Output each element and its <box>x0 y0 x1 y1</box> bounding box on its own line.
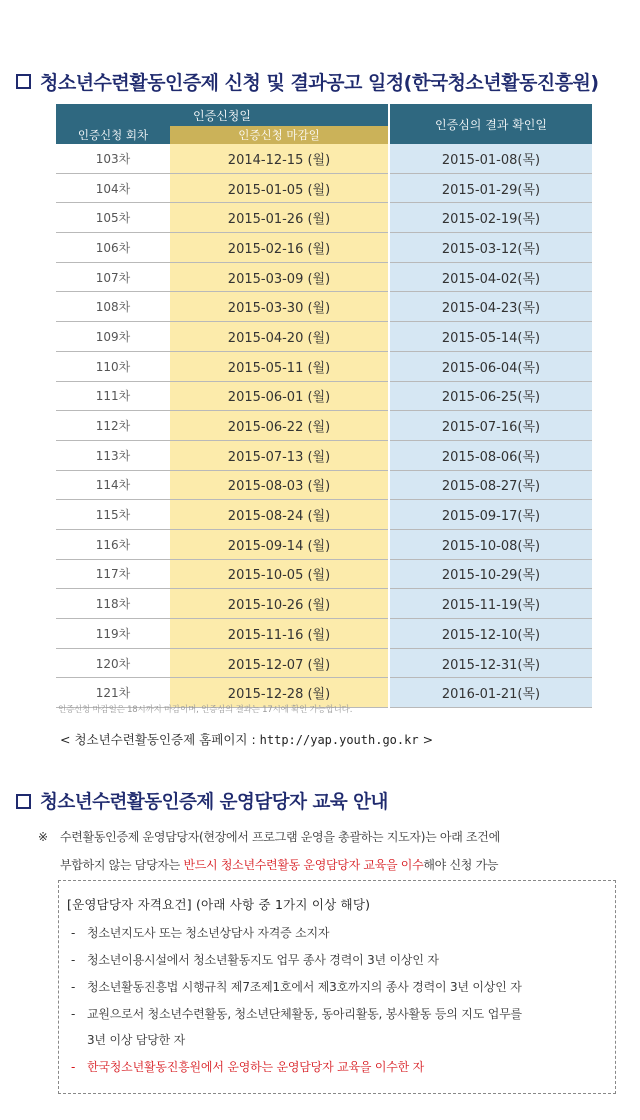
qualification-text: 교원으로서 청소년수련활동, 청소년단체활동, 동아리활동, 봉사활동 등의 지도 업무를 <box>87 1007 522 1021</box>
deadline-cell: 2014-12-15 (월) <box>170 144 389 173</box>
result-cell: 2015-08-27(목) <box>389 470 592 500</box>
notice-text: 부합하지 않는 담당자는 <box>60 858 184 872</box>
dash-bullet: - <box>71 1007 76 1021</box>
result-cell: 2015-10-08(목) <box>389 529 592 559</box>
group-header-apply-date: 인증신청일 <box>56 104 389 126</box>
notice-highlight: 반드시 청소년수련활동 운영담당자 교육을 이수 <box>183 858 424 872</box>
table-row <box>56 648 592 678</box>
table-row <box>56 559 592 589</box>
table-row <box>56 411 592 441</box>
qualification-text: 청소년지도사 또는 청소년상담사 자격증 소지자 <box>87 926 330 940</box>
dash-bullet: - <box>71 1060 76 1074</box>
table-row <box>56 322 592 352</box>
column-header-round: 인증신청 회차 <box>56 126 170 144</box>
round-cell: 105차 <box>56 203 170 233</box>
round-cell: 104차 <box>56 173 170 203</box>
schedule-body <box>56 144 592 708</box>
section-title-text: 청소년수련활동인증제 신청 및 결과공고 일정(한국청소년활동진흥원) <box>40 72 599 94</box>
deadline-cell: 2015-04-20 (월) <box>170 322 389 352</box>
homepage-suffix: > <box>418 732 434 747</box>
deadline-cell: 2015-12-28 (월) <box>170 678 389 708</box>
qualification-item <box>71 924 329 941</box>
round-cell: 120차 <box>56 648 170 678</box>
result-cell: 2015-08-06(목) <box>389 440 592 470</box>
checkbox-icon <box>16 794 31 809</box>
reference-mark-icon: ※ <box>38 830 48 844</box>
section-title-education <box>16 788 388 814</box>
result-cell: 2015-12-10(목) <box>389 619 592 649</box>
dash-bullet: - <box>71 980 76 994</box>
qualification-box <box>58 880 616 1094</box>
table-row <box>56 529 592 559</box>
notice-line-2 <box>60 851 498 879</box>
section-title-schedule <box>16 68 599 95</box>
qualification-text: 청소년이용시설에서 청소년활동지도 업무 종사 경력이 3년 이상인 자 <box>87 953 439 967</box>
round-cell: 107차 <box>56 262 170 292</box>
result-cell: 2015-12-31(목) <box>389 648 592 678</box>
round-cell: 110차 <box>56 351 170 381</box>
homepage-link[interactable]: http://yap.youth.go.kr <box>259 733 419 747</box>
table-row <box>56 233 592 263</box>
round-cell: 116차 <box>56 529 170 559</box>
notice-text: 해야 신청 가능 <box>423 858 499 872</box>
round-cell: 109차 <box>56 322 170 352</box>
round-cell: 113차 <box>56 440 170 470</box>
round-cell: 103차 <box>56 144 170 173</box>
table-row <box>56 292 592 322</box>
table-row <box>56 144 592 173</box>
qualification-item <box>71 1005 522 1022</box>
deadline-cell: 2015-07-13 (월) <box>170 440 389 470</box>
result-cell: 2015-04-02(목) <box>389 262 592 292</box>
qualification-item <box>71 978 522 995</box>
qualification-text: 청소년활동진흥법 시행규칙 제7조제1호에서 제3호까지의 종사 경력이 3년 이상인 자 <box>87 980 522 994</box>
result-cell: 2015-06-25(목) <box>389 381 592 411</box>
table-row <box>56 262 592 292</box>
table-row <box>56 619 592 649</box>
dash-bullet: - <box>71 926 76 940</box>
table-row <box>56 381 592 411</box>
table-row <box>56 351 592 381</box>
round-cell: 108차 <box>56 292 170 322</box>
deadline-cell: 2015-08-03 (월) <box>170 470 389 500</box>
schedule-table <box>56 104 592 708</box>
deadline-cell: 2015-05-11 (월) <box>170 351 389 381</box>
checkbox-icon <box>16 74 31 89</box>
deadline-cell: 2015-03-09 (월) <box>170 262 389 292</box>
deadline-cell: 2015-06-01 (월) <box>170 381 389 411</box>
table-row <box>56 440 592 470</box>
homepage-prefix: < 청소년수련활동인증제 홈페이지 : <box>60 732 260 747</box>
deadline-cell: 2015-03-30 (월) <box>170 292 389 322</box>
notice-line-1: 수련활동인증제 운영담당자(현장에서 프로그램 운영을 총괄하는 지도자)는 아래 조건에 <box>60 830 500 844</box>
qualification-text: 한국청소년활동진흥원에서 운영하는 운영담당자 교육을 이수한 자 <box>87 1060 425 1074</box>
result-cell: 2015-01-08(목) <box>389 144 592 173</box>
table-row <box>56 203 592 233</box>
table-row <box>56 500 592 530</box>
column-header-deadline: 인증신청 마감일 <box>170 126 389 144</box>
qualification-heading: [운영담당자 자격요건] (아래 사항 중 1가지 이상 해당) <box>67 897 371 912</box>
round-cell: 117차 <box>56 559 170 589</box>
homepage-line <box>60 730 433 748</box>
column-header-result: 인증심의 결과 확인일 <box>389 104 592 144</box>
qualification-item <box>71 951 439 968</box>
round-cell: 119차 <box>56 619 170 649</box>
deadline-cell: 2015-08-24 (월) <box>170 500 389 530</box>
result-cell: 2015-11-19(목) <box>389 589 592 619</box>
table-footnote: 인증신청 마감일은 18시까지 마감이며, 인증심의 결과는 17시에 확인 가능합니다. <box>58 705 353 715</box>
deadline-cell: 2015-10-26 (월) <box>170 589 389 619</box>
result-cell: 2016-01-21(목) <box>389 678 592 708</box>
round-cell: 106차 <box>56 233 170 263</box>
result-cell: 2015-09-17(목) <box>389 500 592 530</box>
qualification-item-highlight <box>71 1058 424 1075</box>
result-cell: 2015-05-14(목) <box>389 322 592 352</box>
qualification-text: 3년 이상 담당한 자 <box>87 1033 186 1047</box>
table-row <box>56 589 592 619</box>
qualification-item-continued <box>71 1031 185 1048</box>
round-cell: 114차 <box>56 470 170 500</box>
result-cell: 2015-06-04(목) <box>389 351 592 381</box>
round-cell: 121차 <box>56 678 170 708</box>
dash-bullet: - <box>71 953 76 967</box>
deadline-cell: 2015-12-07 (월) <box>170 648 389 678</box>
deadline-cell: 2015-09-14 (월) <box>170 529 389 559</box>
result-cell: 2015-10-29(목) <box>389 559 592 589</box>
table-row <box>56 470 592 500</box>
deadline-cell: 2015-01-05 (월) <box>170 173 389 203</box>
deadline-cell: 2015-02-16 (월) <box>170 233 389 263</box>
round-cell: 112차 <box>56 411 170 441</box>
deadline-cell: 2015-10-05 (월) <box>170 559 389 589</box>
deadline-cell: 2015-06-22 (월) <box>170 411 389 441</box>
result-cell: 2015-03-12(목) <box>389 233 592 263</box>
result-cell: 2015-01-29(목) <box>389 173 592 203</box>
result-cell: 2015-07-16(목) <box>389 411 592 441</box>
section-title-text: 청소년수련활동인증제 운영담당자 교육 안내 <box>40 792 388 813</box>
round-cell: 115차 <box>56 500 170 530</box>
deadline-cell: 2015-01-26 (월) <box>170 203 389 233</box>
result-cell: 2015-02-19(목) <box>389 203 592 233</box>
round-cell: 118차 <box>56 589 170 619</box>
round-cell: 111차 <box>56 381 170 411</box>
table-row <box>56 173 592 203</box>
deadline-cell: 2015-11-16 (월) <box>170 619 389 649</box>
result-cell: 2015-04-23(목) <box>389 292 592 322</box>
